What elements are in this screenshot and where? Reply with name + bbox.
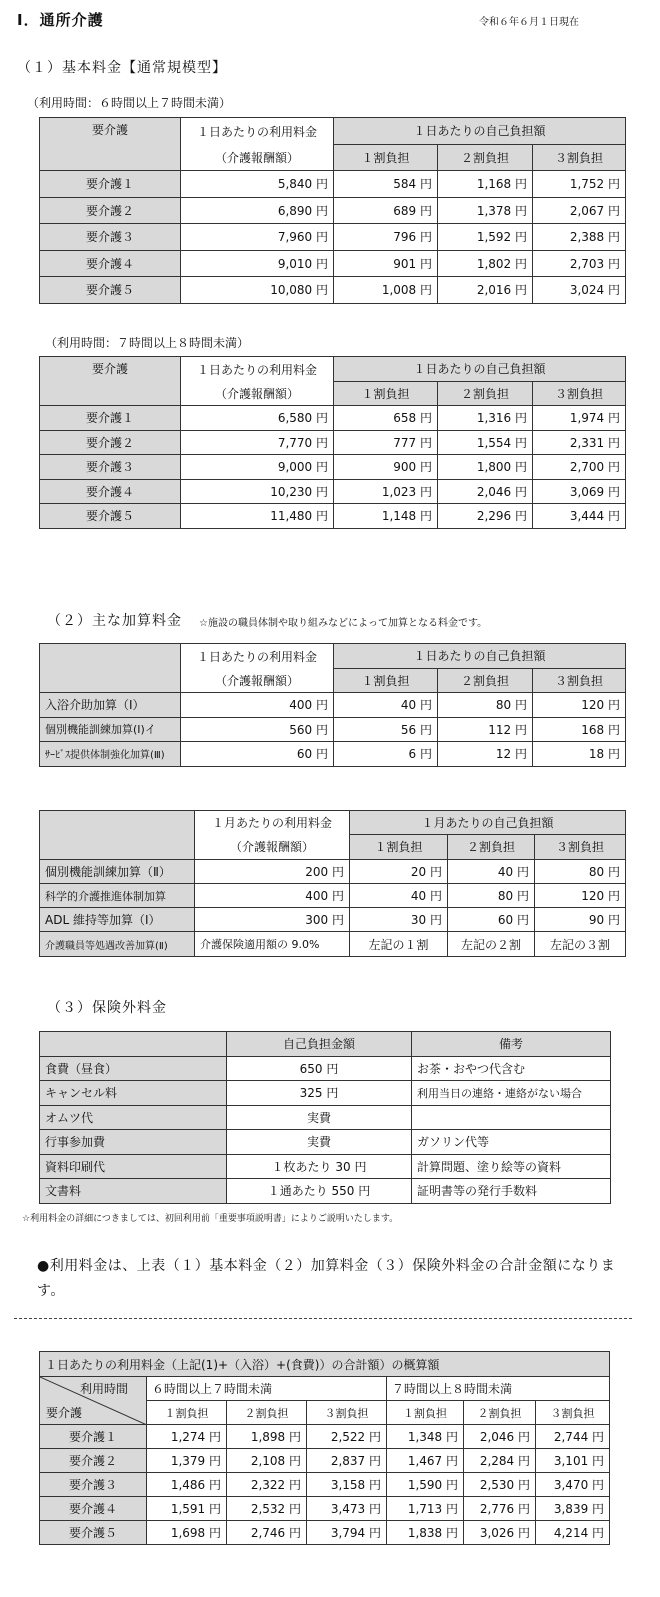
col-header-1: １割負担 bbox=[334, 381, 438, 406]
table-row bbox=[40, 1056, 611, 1081]
row-label: 資料印刷代 bbox=[40, 1154, 227, 1179]
cell-p3: 2,703 円 bbox=[533, 250, 626, 277]
cell-p2: 2,016 円 bbox=[438, 277, 533, 304]
col-header-fee-sub: （介護報酬額） bbox=[181, 381, 334, 406]
cell-p3: 2,388 円 bbox=[533, 224, 626, 251]
table-row bbox=[40, 1425, 610, 1449]
cell-b2: 2,776 円 bbox=[464, 1497, 536, 1521]
col-header-care: 要介護 bbox=[40, 118, 181, 171]
table-row bbox=[40, 1497, 610, 1521]
col-header-1: １割負担 bbox=[334, 144, 438, 171]
col-header-blank bbox=[40, 1032, 227, 1057]
col-header-2: ２割負担 bbox=[448, 835, 535, 859]
cell-b3: 4,214 円 bbox=[536, 1521, 610, 1545]
cell-b3: 2,744 円 bbox=[536, 1425, 610, 1449]
table-row bbox=[40, 430, 626, 455]
table-header-row bbox=[40, 357, 626, 382]
table-row bbox=[40, 406, 626, 431]
cell-p1: 689 円 bbox=[334, 197, 438, 224]
cell-p2: 2,046 円 bbox=[438, 479, 533, 504]
row-label: 要介護３ bbox=[40, 455, 181, 480]
cell-note: ガソリン代等 bbox=[412, 1130, 611, 1155]
table-title-row bbox=[40, 1352, 610, 1377]
cell-fee: 7,960 円 bbox=[181, 224, 334, 251]
col-header-self: １月あたりの自己負担額 bbox=[350, 811, 626, 835]
col-header-a3: ３割負担 bbox=[307, 1401, 387, 1425]
row-label: ｻｰﾋﾞｽ提供体制強化加算(Ⅲ) bbox=[40, 742, 181, 767]
cell-p2: 左記の２割 bbox=[448, 932, 535, 956]
table-row bbox=[40, 250, 626, 277]
table-row bbox=[40, 197, 626, 224]
row-label: 食費（昼食） bbox=[40, 1056, 227, 1081]
col-header-1: １割負担 bbox=[334, 668, 438, 693]
cell-b1: 1,467 円 bbox=[387, 1449, 464, 1473]
cell-fee: 9,000 円 bbox=[181, 455, 334, 480]
table-header-row bbox=[40, 644, 626, 669]
cell-a2: 2,322 円 bbox=[227, 1473, 307, 1497]
table-row bbox=[40, 455, 626, 480]
cell-amount: 325 円 bbox=[227, 1081, 412, 1106]
col-header-fee: １日あたりの利用料金 bbox=[181, 644, 334, 669]
col-header-2: ２割負担 bbox=[438, 381, 533, 406]
cell-p3: 1,752 円 bbox=[533, 171, 626, 198]
cell-p2: 1,378 円 bbox=[438, 197, 533, 224]
cell-fee: 11,480 円 bbox=[181, 504, 334, 529]
cell-p2: 60 円 bbox=[448, 908, 535, 932]
col-header-fee-sub: （介護報酬額） bbox=[181, 144, 334, 171]
cell-p2: 1,800 円 bbox=[438, 455, 533, 480]
cell-note: 計算問題、塗り絵等の資料 bbox=[412, 1154, 611, 1179]
cell-fee: 介護保険適用額の 9.0% bbox=[195, 932, 350, 956]
table-row bbox=[40, 932, 626, 956]
cell-fee: 7,770 円 bbox=[181, 430, 334, 455]
row-label: 要介護１ bbox=[40, 171, 181, 198]
cell-p3: 80 円 bbox=[535, 859, 626, 883]
cell-p2: 1,592 円 bbox=[438, 224, 533, 251]
row-label: 入浴介助加算（Ⅰ） bbox=[40, 693, 181, 718]
cell-p3: 2,700 円 bbox=[533, 455, 626, 480]
cell-fee: 6,580 円 bbox=[181, 406, 334, 431]
cell-p1: 658 円 bbox=[334, 406, 438, 431]
cell-p1: 6 円 bbox=[334, 742, 438, 767]
cell-p1: 584 円 bbox=[334, 171, 438, 198]
table-row bbox=[40, 1081, 611, 1106]
row-label: 要介護４ bbox=[40, 479, 181, 504]
cell-amount: １通あたり 550 円 bbox=[227, 1179, 412, 1204]
tableB-caption: （利用時間：７時間以上８時間未満） bbox=[45, 336, 250, 350]
cell-b3: 3,839 円 bbox=[536, 1497, 610, 1521]
cell-fee: 400 円 bbox=[195, 883, 350, 907]
row-label: 科学的介護推進体制加算 bbox=[40, 883, 195, 907]
col-header-3: ３割負担 bbox=[533, 144, 626, 171]
cell-fee: 9,010 円 bbox=[181, 250, 334, 277]
table-row bbox=[40, 479, 626, 504]
table-header-row bbox=[40, 1032, 611, 1057]
cell-a2: 2,108 円 bbox=[227, 1449, 307, 1473]
cell-p1: 1,008 円 bbox=[334, 277, 438, 304]
cell-p1: 56 円 bbox=[334, 717, 438, 742]
cell-note bbox=[412, 1105, 611, 1130]
table-row bbox=[40, 224, 626, 251]
tableA bbox=[39, 117, 626, 304]
row-label: ADL 維持等加算（Ⅰ） bbox=[40, 908, 195, 932]
date-label: 令和６年６月１日現在 bbox=[479, 17, 579, 28]
cell-p2: 40 円 bbox=[448, 859, 535, 883]
col-header-self: １日あたりの自己負担額 bbox=[334, 118, 626, 145]
header-6to7: ６時間以上７時間未満 bbox=[147, 1377, 387, 1401]
table-row bbox=[40, 1179, 611, 1204]
table-row bbox=[40, 742, 626, 767]
cell-p3: 2,067 円 bbox=[533, 197, 626, 224]
addon-monthly-table bbox=[39, 810, 626, 957]
cell-b2: 2,046 円 bbox=[464, 1425, 536, 1449]
col-header-3: ３割負担 bbox=[533, 381, 626, 406]
col-header-b1: １割負担 bbox=[387, 1401, 464, 1425]
cell-p3: 1,974 円 bbox=[533, 406, 626, 431]
table-row bbox=[40, 1449, 610, 1473]
cell-p1: 900 円 bbox=[334, 455, 438, 480]
cell-p1: 40 円 bbox=[350, 883, 448, 907]
cell-a3: 3,473 円 bbox=[307, 1497, 387, 1521]
col-header-blank bbox=[40, 644, 181, 693]
cell-p2: 1,168 円 bbox=[438, 171, 533, 198]
row-label: 要介護１ bbox=[40, 1425, 147, 1449]
col-header-1: １割負担 bbox=[350, 835, 448, 859]
cell-p3: 18 円 bbox=[533, 742, 626, 767]
cell-b2: 2,530 円 bbox=[464, 1473, 536, 1497]
cell-a1: 1,591 円 bbox=[147, 1497, 227, 1521]
cell-p2: 1,802 円 bbox=[438, 250, 533, 277]
cell-p1: 左記の１割 bbox=[350, 932, 448, 956]
cell-a3: 3,794 円 bbox=[307, 1521, 387, 1545]
row-label: 要介護２ bbox=[40, 430, 181, 455]
col-header-b3: ３割負担 bbox=[536, 1401, 610, 1425]
row-label: 要介護４ bbox=[40, 250, 181, 277]
cell-fee: 5,840 円 bbox=[181, 171, 334, 198]
cell-amount: 650 円 bbox=[227, 1056, 412, 1081]
col-header-fee: １日あたりの利用料金 bbox=[181, 357, 334, 382]
col-header-self: １日あたりの自己負担額 bbox=[334, 644, 626, 669]
cell-a3: 2,837 円 bbox=[307, 1449, 387, 1473]
cell-p2: 80 円 bbox=[438, 693, 533, 718]
section3-heading: （３）保険外料金 bbox=[47, 1000, 167, 1016]
cell-p3: 168 円 bbox=[533, 717, 626, 742]
row-label: 文書料 bbox=[40, 1179, 227, 1204]
col-header-b2: ２割負担 bbox=[464, 1401, 536, 1425]
section2-note: ☆施設の職員体制や取り組みなどによって加算となる料金です。 bbox=[199, 618, 488, 629]
cell-a1: 1,698 円 bbox=[147, 1521, 227, 1545]
cell-p2: 112 円 bbox=[438, 717, 533, 742]
table-row bbox=[40, 1105, 611, 1130]
col-header-a2: ２割負担 bbox=[227, 1401, 307, 1425]
cell-a1: 1,274 円 bbox=[147, 1425, 227, 1449]
cell-a2: 1,898 円 bbox=[227, 1425, 307, 1449]
cell-a2: 2,532 円 bbox=[227, 1497, 307, 1521]
section2-heading: （２）主な加算料金 bbox=[47, 613, 182, 629]
dashed-divider bbox=[14, 1318, 632, 1319]
cell-a3: 3,158 円 bbox=[307, 1473, 387, 1497]
col-header-3: ３割負担 bbox=[533, 668, 626, 693]
cell-p3: 左記の３割 bbox=[535, 932, 626, 956]
page-title: Ⅰ．通所介護 bbox=[17, 11, 104, 29]
col-header-note: 備考 bbox=[412, 1032, 611, 1057]
row-label: 個別機能訓練加算（Ⅱ） bbox=[40, 859, 195, 883]
addon-daily-table bbox=[39, 643, 626, 767]
header-care-label: 要介護 bbox=[46, 1406, 83, 1420]
cell-fee: 6,890 円 bbox=[181, 197, 334, 224]
cell-p2: 80 円 bbox=[448, 883, 535, 907]
cell-amount: 実費 bbox=[227, 1130, 412, 1155]
cell-note: 証明書等の発行手数料 bbox=[412, 1179, 611, 1204]
cell-p1: 796 円 bbox=[334, 224, 438, 251]
cell-amount: 実費 bbox=[227, 1105, 412, 1130]
table-row bbox=[40, 717, 626, 742]
cell-a3: 2,522 円 bbox=[307, 1425, 387, 1449]
cell-b2: 3,026 円 bbox=[464, 1521, 536, 1545]
row-label: 要介護１ bbox=[40, 406, 181, 431]
row-label: キャンセル料 bbox=[40, 1081, 227, 1106]
cell-fee: 300 円 bbox=[195, 908, 350, 932]
cell-p3: 3,024 円 bbox=[533, 277, 626, 304]
col-header-fee: １日あたりの利用料金 bbox=[181, 118, 334, 145]
row-label: 要介護５ bbox=[40, 504, 181, 529]
row-label: 要介護３ bbox=[40, 1473, 147, 1497]
cell-amount: １枚あたり 30 円 bbox=[227, 1154, 412, 1179]
cell-fee: 400 円 bbox=[181, 693, 334, 718]
cell-p3: 3,444 円 bbox=[533, 504, 626, 529]
header-7to8: ７時間以上８時間未満 bbox=[387, 1377, 610, 1401]
estimate-title: １日あたりの利用料金（上記(1)+（入浴）+(食費)）の合計額）の概算額 bbox=[40, 1352, 610, 1377]
tableB bbox=[39, 356, 626, 529]
col-header-fee-sub: （介護報酬額） bbox=[195, 835, 350, 859]
table-row bbox=[40, 1130, 611, 1155]
cell-b1: 1,590 円 bbox=[387, 1473, 464, 1497]
cell-fee: 10,230 円 bbox=[181, 479, 334, 504]
cell-p2: 2,296 円 bbox=[438, 504, 533, 529]
row-label: オムツ代 bbox=[40, 1105, 227, 1130]
cell-p1: 777 円 bbox=[334, 430, 438, 455]
table-row bbox=[40, 1154, 611, 1179]
row-label: 個別機能訓練加算(Ⅰ)イ bbox=[40, 717, 181, 742]
cell-p2: 1,554 円 bbox=[438, 430, 533, 455]
col-header-2: ２割負担 bbox=[438, 144, 533, 171]
diagonal-header-cell bbox=[40, 1377, 147, 1425]
row-label: 要介護５ bbox=[40, 277, 181, 304]
cell-fee: 60 円 bbox=[181, 742, 334, 767]
cell-p1: 40 円 bbox=[334, 693, 438, 718]
table-row bbox=[40, 171, 626, 198]
row-label: 要介護４ bbox=[40, 1497, 147, 1521]
col-header-2: ２割負担 bbox=[438, 668, 533, 693]
cell-fee: 10,080 円 bbox=[181, 277, 334, 304]
cell-p2: 1,316 円 bbox=[438, 406, 533, 431]
table-row bbox=[40, 1473, 610, 1497]
table-row bbox=[40, 883, 626, 907]
row-label: 要介護５ bbox=[40, 1521, 147, 1545]
summary-text: ●利用料金は、上表（１）基本料金（２）加算料金（３）保険外料金の合計金額になります。 bbox=[37, 1258, 616, 1299]
col-header-care: 要介護 bbox=[40, 357, 181, 406]
cell-p1: 1,148 円 bbox=[334, 504, 438, 529]
col-header-a1: １割負担 bbox=[147, 1401, 227, 1425]
header-time-label: 利用時間 bbox=[80, 1382, 129, 1396]
section1-heading: （１）基本料金【通常規模型】 bbox=[17, 60, 227, 76]
cell-p1: 1,023 円 bbox=[334, 479, 438, 504]
uninsured-table bbox=[39, 1031, 611, 1204]
cell-a1: 1,486 円 bbox=[147, 1473, 227, 1497]
cell-p1: 901 円 bbox=[334, 250, 438, 277]
col-header-amount: 自己負担金額 bbox=[227, 1032, 412, 1057]
cell-p3: 90 円 bbox=[535, 908, 626, 932]
cell-p3: 120 円 bbox=[535, 883, 626, 907]
cell-note: 利用当日の連絡・連絡がない場合 bbox=[412, 1081, 611, 1106]
cell-p1: 20 円 bbox=[350, 859, 448, 883]
row-label: 要介護３ bbox=[40, 224, 181, 251]
cell-b1: 1,348 円 bbox=[387, 1425, 464, 1449]
table-row bbox=[40, 859, 626, 883]
section3-footnote: ☆利用料金の詳細につきましては、初回利用前「重要事項説明書」によりご説明いたします。 bbox=[22, 1214, 399, 1224]
cell-fee: 200 円 bbox=[195, 859, 350, 883]
table-row bbox=[40, 1521, 610, 1545]
cell-a2: 2,746 円 bbox=[227, 1521, 307, 1545]
cell-p2: 12 円 bbox=[438, 742, 533, 767]
table-header-row bbox=[40, 1377, 610, 1401]
table-row bbox=[40, 504, 626, 529]
table-header-row bbox=[40, 811, 626, 835]
cell-b1: 1,713 円 bbox=[387, 1497, 464, 1521]
cell-note: お茶・おやつ代含む bbox=[412, 1056, 611, 1081]
cell-b3: 3,101 円 bbox=[536, 1449, 610, 1473]
estimate-table bbox=[39, 1351, 610, 1545]
col-header-3: ３割負担 bbox=[535, 835, 626, 859]
row-label: 要介護２ bbox=[40, 197, 181, 224]
cell-p3: 2,331 円 bbox=[533, 430, 626, 455]
col-header-fee: １月あたりの利用料金 bbox=[195, 811, 350, 835]
row-label: 介護職員等処遇改善加算(Ⅱ) bbox=[40, 932, 195, 956]
row-label: 要介護２ bbox=[40, 1449, 147, 1473]
row-label: 行事参加費 bbox=[40, 1130, 227, 1155]
col-header-self: １日あたりの自己負担額 bbox=[334, 357, 626, 382]
cell-p3: 120 円 bbox=[533, 693, 626, 718]
cell-b2: 2,284 円 bbox=[464, 1449, 536, 1473]
table-row bbox=[40, 693, 626, 718]
table-header-row bbox=[40, 118, 626, 145]
col-header-blank bbox=[40, 811, 195, 860]
cell-p3: 3,069 円 bbox=[533, 479, 626, 504]
cell-p1: 30 円 bbox=[350, 908, 448, 932]
cell-b3: 3,470 円 bbox=[536, 1473, 610, 1497]
tableA-caption: （利用時間：６時間以上７時間未満） bbox=[27, 96, 232, 110]
cell-b1: 1,838 円 bbox=[387, 1521, 464, 1545]
cell-a1: 1,379 円 bbox=[147, 1449, 227, 1473]
table-row bbox=[40, 908, 626, 932]
table-row bbox=[40, 277, 626, 304]
cell-fee: 560 円 bbox=[181, 717, 334, 742]
col-header-fee-sub: （介護報酬額） bbox=[181, 668, 334, 693]
